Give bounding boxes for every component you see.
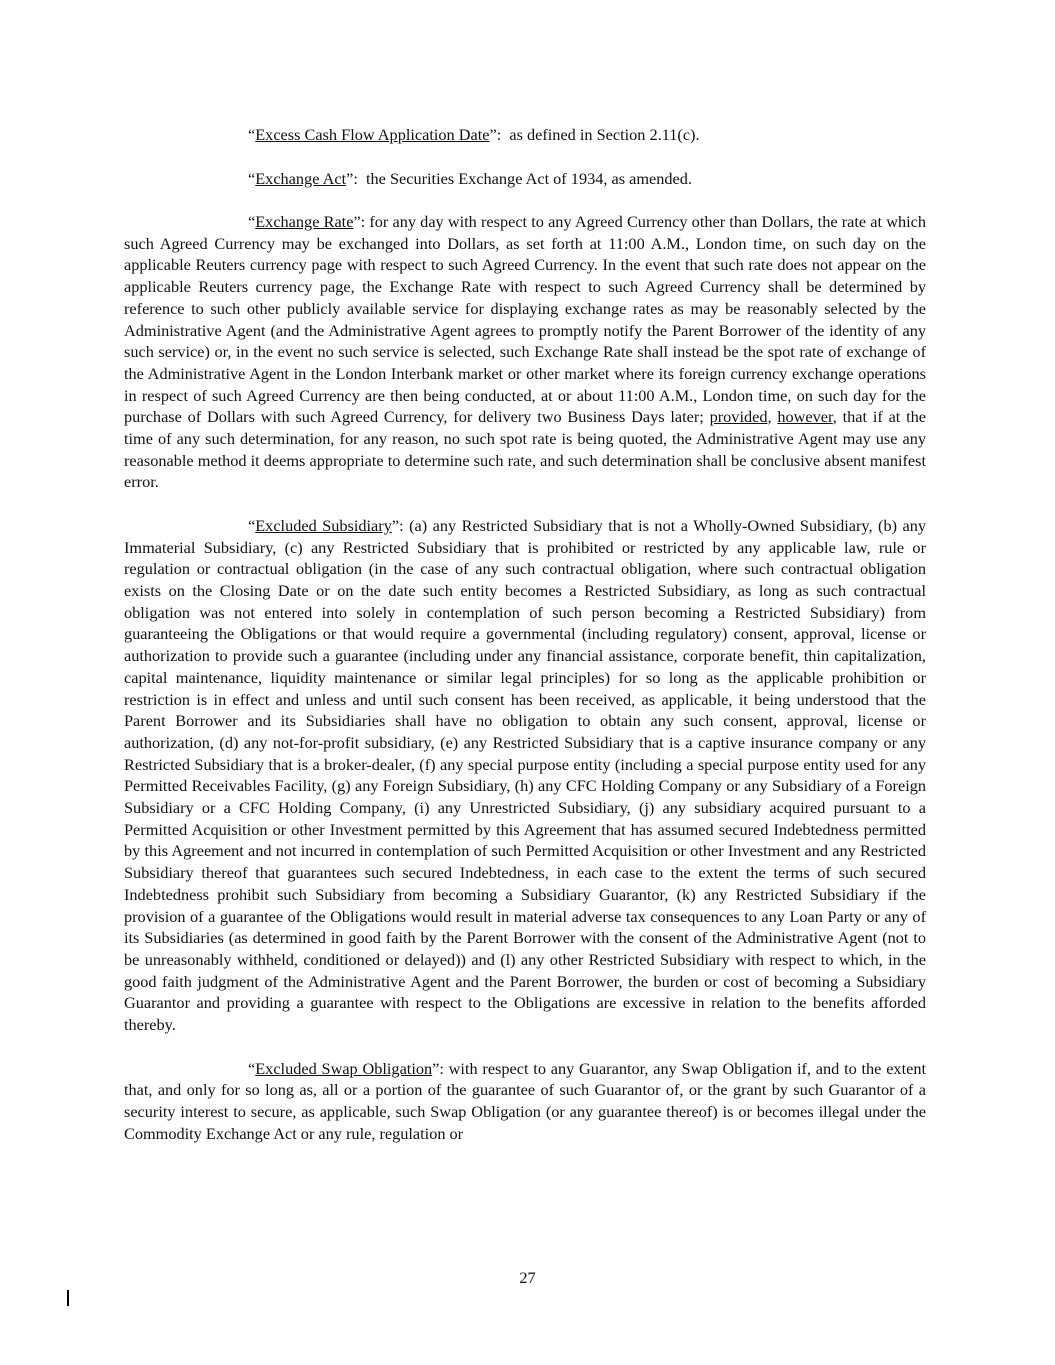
comma: , (767, 407, 778, 427)
definition-exchange-act (124, 168, 926, 190)
defined-term: Excluded Swap Obligation (255, 1058, 433, 1078)
open-quote: “ (248, 515, 256, 535)
definition-text-continued: , that if at the time of any such determination, for any reason, no such spot rate is being quoted, the Administrative Agent may use any reasonable method it deems appropriate to determine such rate, and such determination shall be conclusive absent manifest error. (124, 407, 927, 492)
close-quote: ”: (432, 1058, 444, 1078)
defined-term: Exchange Act (255, 168, 347, 188)
open-quote: “ (248, 1058, 256, 1078)
close-quote: ”: (489, 125, 502, 144)
open-quote: “ (248, 125, 256, 144)
definition-text: with respect to any Guarantor, any Swap Obligation if, and to the extent that, and only for so long as, all or a portion of the guarantee of such Guarantor of, or the grant by such Guarantor of a security interest to secure, as applicable, such Swap Obligation (or any guarantee thereof) is or becomes illegal under the Commodity Exchange Act or any rule, regulation or (124, 1058, 926, 1143)
definition-text: (a) any Restricted Subsidiary that is not a Wholly-Owned Subsidiary, (b) any Immaterial Subsidiary, (c) any Restricted Subsidiary that is prohibited or restricted by any applicable law, rule or regulation or contractual obligation (in the case of any such contractual obligation, where such contractual obligation exists on the Closing Date or on the date such entity becomes a Restricted Subsidiary, as long as such contractual obligation was not entered into solely in contemplation of such person becoming a Restricted Subsidiary) from guaranteeing the Obligations or that would require a governmental (including regulatory) consent, approval, license or authorization to provide such a guarantee (including under any financial assistance, corporate benefit, thin capitalization, capital maintenance, liquidity maintenance or similar legal principles) for so long as the applicable prohibition or restriction is in effect and unless and until such consent has been received, as applicable, it being understood that the Parent Borrower and its Subsidiaries shall have no obligation to obtain any such consent, approval, license or authorization, (d) any not-for-profit subsidiary, (e) any Restricted Subsidiary that is a captive insurance company or any Restricted Subsidiary that is a broker-dealer, (f) any special purpose entity (including a special purpose entity used for any Permitted Receivables Facility, (g) any Foreign Subsidiary, (h) any CFC Holding Company or any Subsidiary of a Foreign Subsidiary or a CFC Holding Company, (i) any Unrestricted Subsidiary, (j) any subsidiary acquired pursuant to a Permitted Acquisition or other Investment permitted by this Agreement that has assumed secured Indebtedness permitted by this Agreement and not incurred in contemplation of such Permitted Acquisition or other Investment and any Restricted Subsidiary thereof that guarantees such secured Indebtedness, in each case to the extent the terms of such secured Indebtedness prohibit such Subsidiary from becoming a Subsidiary Guarantor, (k) any Restricted Subsidiary if the provision of a guarantee of the Obligations would result in material adverse tax consequences to any Loan Party or any of its Subsidiaries (as determined in good faith by the Parent Borrower with the consent of the Administrative Agent (not to be unreasonably withheld, conditioned or delayed)) and (l) any other Restricted Subsidiary with respect to which, in the good faith judgment of the Administrative Agent and the Parent Borrower, the burden or cost of becoming a Subsidiary Guarantor and providing a guarantee with respect to the Obligations are excessive in relation to the benefits afforded thereby. (124, 515, 926, 1035)
revision-change-bar (67, 1290, 69, 1306)
definition-excluded-swap-obligation (124, 1058, 926, 1145)
definition-excess-cash-flow-application-date (124, 124, 926, 146)
open-quote: “ (248, 168, 256, 188)
defined-term: Excluded Subsidiary (255, 515, 392, 535)
definition-text: for any day with respect to any Agreed Currency other than Dollars, the rate at which such Agreed Currency may be exchanged into Dollars, as set forth at 11:00 A.M., London time, on such day on the applicable Reuters currency page with respect to such Agreed Currency. In the event that such rate does not appear on the applicable Reuters currency page, the Exchange Rate with respect to such Agreed Currency shall be determined by reference to such other publicly available service for displaying exchange rates as may be reasonably selected by the Administrative Agent (and the Administrative Agent agrees to promptly notify the Parent Borrower of the identity of any such service) or, in the event no such service is selected, such Exchange Rate shall instead be the spot rate of exchange of the Administrative Agent in the London Interbank market or other market where its foreign currency exchange operations in respect of such Agreed Currency are then being conducted, at or about 11:00 A.M., London time, on such day for the purchase of Dollars with such Agreed Currency, for delivery two Business Days later; (124, 212, 927, 427)
definition-excluded-subsidiary (124, 515, 926, 1036)
page-number: 27 (519, 1268, 536, 1287)
definition-text: the Securities Exchange Act of 1934, as amended. (357, 168, 692, 188)
close-quote: ”: (391, 515, 404, 535)
provided-keyword: provided (709, 407, 768, 427)
close-quote: ”: (353, 212, 366, 231)
document-page (124, 124, 926, 1144)
defined-term: Excess Cash Flow Application Date (255, 125, 490, 144)
open-quote: “ (248, 212, 256, 231)
definition-exchange-rate (124, 211, 926, 493)
definition-text: as defined in Section 2.11(c). (501, 125, 700, 144)
however-keyword: however (777, 407, 833, 427)
close-quote: ”: (346, 168, 358, 188)
defined-term: Exchange Rate (255, 212, 354, 231)
